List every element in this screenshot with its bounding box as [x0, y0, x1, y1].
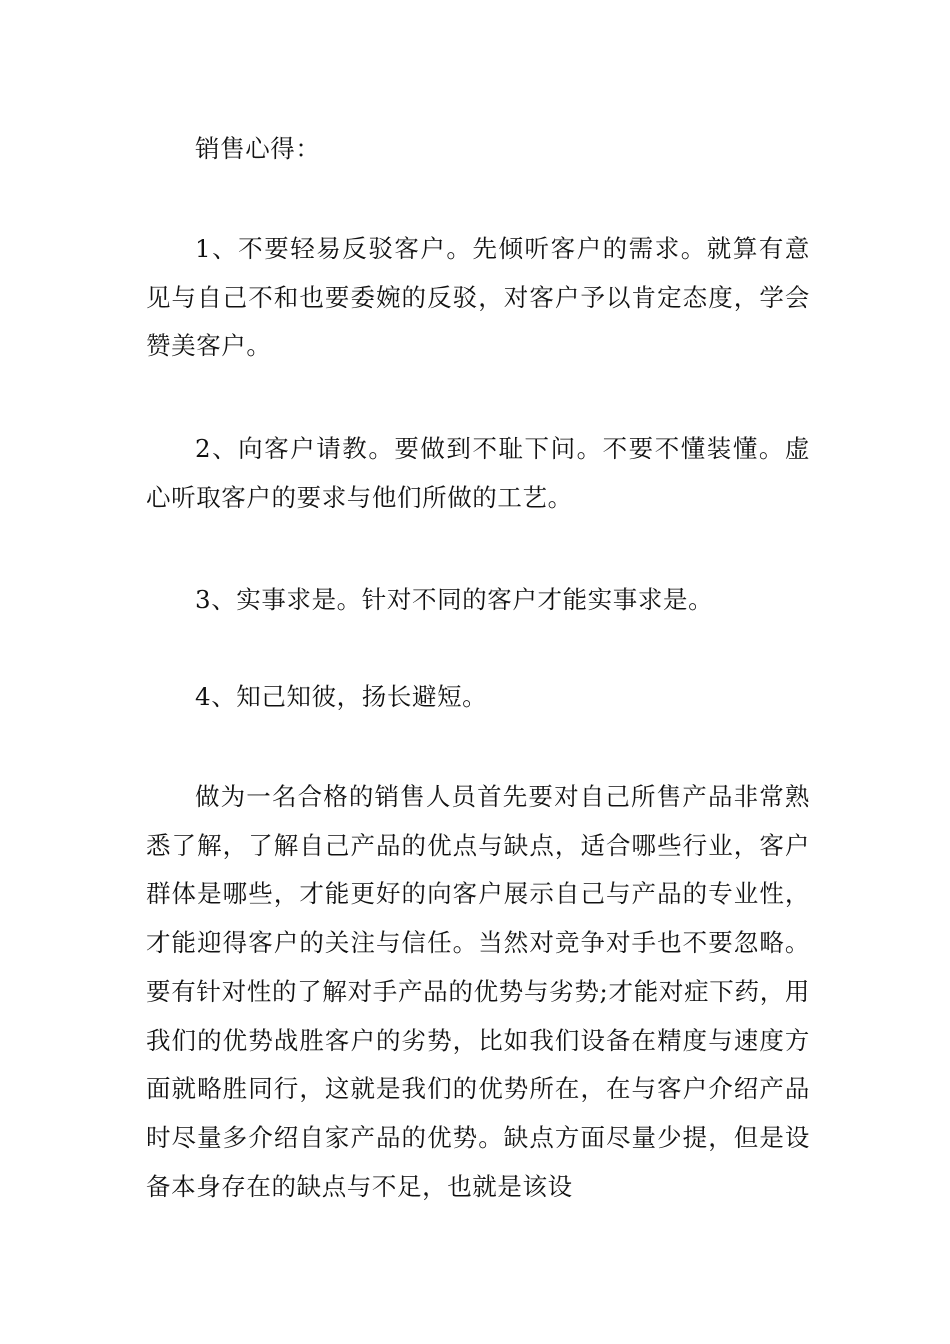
- tip-paragraph-3: 3、实事求是。针对不同的客户才能实事求是。: [195, 585, 714, 614]
- document-heading: 销售心得：: [195, 134, 321, 163]
- tip-paragraph-2: 2、向客户请教。要做到不耻下问。不要不懂装懂。虚心听取客户的要求与他们所做的工艺。: [146, 434, 810, 512]
- body-paragraph: 做为一名合格的销售人员首先要对自己所售产品非常熟悉了解，了解自己产品的优点与缺点，适合哪些行业，客户群体是哪些，才能更好的向客户展示自己与产品的专业性，才能迎得客户的关注与信任。当然对竞争对手也不要忽略。要有针对性的了解对手产品的优势与劣势;才能对症下药，用我们的优势战胜客户的劣势，比如我们设备在精度与速度方面就略胜同行，这就是我们的优势所在，在与客户介绍产品时尽量多介绍自家产品的优势。缺点方面尽量少提，但是设备本身存在的缺点与不足，也就是该设: [146, 782, 810, 1201]
- tip-paragraph-4: 4、知己知彼，扬长避短。: [195, 682, 488, 711]
- tip-paragraph-1: 1、不要轻易反驳客户。先倾听客户的需求。就算有意见与自己不和也要委婉的反驳，对客户予以肯定态度，学会赞美客户。: [146, 234, 810, 361]
